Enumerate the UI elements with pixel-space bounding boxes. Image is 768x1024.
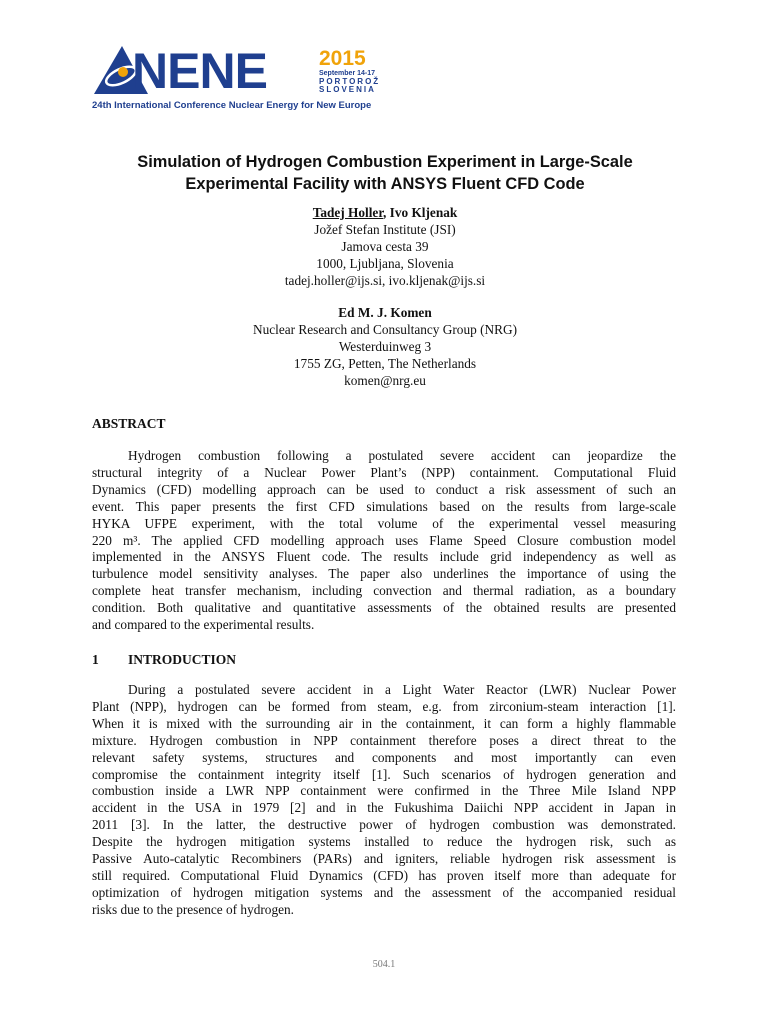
text-line: complete heat transfer mechanism, including convection and thermal radiation, as a boundary [92, 583, 676, 599]
text-line: compromise the containment integrity itself [1]. Such scenarios of hydrogen generation and [92, 766, 676, 782]
affiliation: Jožef Stefan Institute (JSI) [314, 222, 456, 237]
text-line: Hydrogen combustion following a postulated severe accident can jeopardize the [128, 448, 676, 463]
author-block-1 [90, 204, 680, 289]
text-line: and compared to the experimental results. [92, 617, 315, 633]
author-name: Ivo Kljenak [389, 205, 458, 220]
text-line: accident in the USA in 1979 [2] and in the Fukushima Daiichi NPP accident in Japan in [92, 800, 676, 816]
logo-year: 2015 [319, 47, 366, 70]
logo-subtitle: 24th International Conference Nuclear Energy for New Europe [92, 100, 372, 111]
abstract-paragraph [92, 448, 676, 634]
text-line: Plant (NPP), hydrogen can be formed from steam, e.g. from zirconium-steam interaction [1]. [92, 698, 676, 714]
title-line: Simulation of Hydrogen Combustion Experiment in Large-Scale [137, 153, 633, 171]
conference-logo [92, 42, 392, 114]
text-line: 2011 [3]. In the latter, the destructive power of hydrogen combustion was demonstrated. [92, 817, 676, 833]
logo-city: PORTOROŽ [319, 77, 381, 86]
affiliation: Nuclear Research and Consultancy Group (NRG) [252, 322, 517, 337]
author-block-2 [90, 304, 680, 389]
section-number: 1 [92, 652, 99, 667]
introduction-paragraph [92, 682, 676, 919]
author-name: Tadej Holler [312, 205, 384, 220]
text-line: HYKA UFPE experiment, with the total volume of the experimental vessel measuring [92, 515, 676, 531]
text-line: optimization of hydrogen mitigation systems and the assessment of the accompanied residual [92, 884, 676, 900]
page-number: 504.1 [372, 959, 396, 970]
text-line: risks due to the presence of hydrogen. [92, 901, 294, 917]
text-line: Dynamics (CFD) modelling approach can be used to conduct a risk assessment of such an [92, 481, 676, 497]
text-line: combustion inside a LWR NPP containment were confirmed in the Three Mile Island NPP [92, 783, 676, 799]
logo-date: September 14-17 [319, 70, 376, 77]
text-line: implemented in the ANSYS Fluent code. The results include grid independency as well as [92, 549, 676, 565]
text-line: When it is mixed with the surrounding air in the containment, it can form a highly flammable [92, 715, 676, 731]
text-line: still required. Computational Fluid Dynamics (CFD) has proven itself more than adequate for [92, 867, 676, 883]
address-line: Westerduinweg 3 [338, 339, 432, 354]
text-line: Despite the hydrogen mitigation systems installed to reduce the hydrogen risk, such as [92, 834, 676, 850]
address-line: 1755 ZG, Petten, The Netherlands [293, 356, 477, 371]
email: komen@nrg.eu [344, 373, 426, 388]
address-line: 1000, Ljubljana, Slovenia [316, 256, 454, 271]
author-names: Ed M. J. Komen [338, 305, 432, 320]
text-line: relevant safety systems, structures and components and most importantly can even [92, 749, 676, 765]
text-line: turbulence model sensitivity analyses. The paper also underlines the importance of using the [92, 566, 676, 582]
author-names [90, 204, 680, 221]
paper-title [90, 151, 680, 195]
text-line: condition. Both qualitative and quantitative assessments of the obtained results are presented [92, 600, 676, 616]
text-line: Passive Auto-catalytic Recombiners (PARs) and igniters, reliable hydrogen risk assessment is [92, 851, 676, 867]
section-title: INTRODUCTION [128, 652, 237, 667]
author-separator: , [383, 205, 390, 220]
abstract-heading: ABSTRACT [92, 416, 166, 431]
text-line: mixture. Hydrogen combustion in NPP containment therefore poses a direct threat to the [92, 732, 676, 748]
text-line: structural integrity of a Nuclear Power Plant’s (NPP) containment. Computational Fluid [92, 464, 676, 480]
text-line: event. This paper presents the first CFD simulations based on the results from large-scale [92, 498, 676, 514]
section-heading [92, 651, 236, 668]
logo-country: SLOVENIA [319, 85, 376, 94]
text-line: During a postulated severe accident in a Light Water Reactor (LWR) Nuclear Power [128, 682, 676, 697]
title-line: Experimental Facility with ANSYS Fluent CFD Code [185, 175, 585, 193]
address-line: Jamova cesta 39 [341, 239, 429, 254]
text-line: 220 m³. The applied CFD modelling approach uses Flame Speed Closure combustion model [92, 532, 676, 548]
email: tadej.holler@ijs.si, ivo.kljenak@ijs.si [284, 273, 486, 288]
logo-word: NENE [132, 43, 267, 99]
